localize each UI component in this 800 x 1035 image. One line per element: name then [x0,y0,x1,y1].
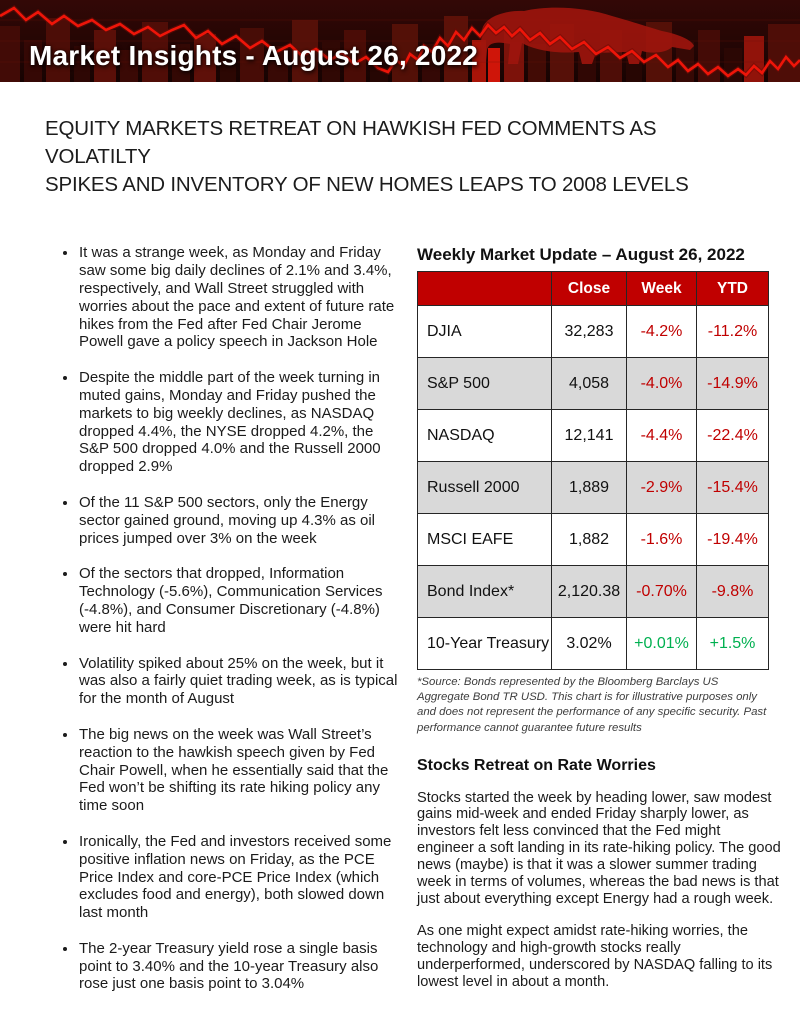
column-header: Week [627,272,697,306]
cell-ytd: +1.5% [697,618,769,670]
cell-week: -4.4% [627,410,697,462]
page-title: Market Insights - August 26, 2022 [29,40,479,71]
market-table [417,271,769,670]
headline-line: EQUITY MARKETS RETREAT ON HAWKISH FED COMMENTS AS VOLATILTY [45,117,657,168]
commentary-paragraph: Stocks started the week by heading lower, saw modest gains mid-week and ended Friday sharply lower, as investors felt less convinced that the Fed might engineer a soft landing in its rate-hiking policy. The good news (maybe) is that it was a slower summer trading week in terms of volumes, whereas the bad news is that just about everything except Energy had a rough week. [417,789,781,908]
cell-close: 1,882 [552,514,627,566]
cell-close: 3.02% [552,618,627,670]
bullet-item: • Ironically, the Fed and investors received some positive inflation news on Friday, as the PCE Price Index and core-PCE Price Index (which excludes food and energy), both slowed down last month [78,833,403,922]
cell-label: S&P 500 [418,358,552,410]
cell-ytd: -14.9% [697,358,769,410]
bullet-item: • Of the sectors that dropped, Information Technology (-5.6%), Communication Services (-4.8%), and Consumer Discretionary (-4.8%) were hit hard [78,565,403,636]
cell-label: Bond Index* [418,566,552,618]
column-header: YTD [697,272,769,306]
bullet-item: • Despite the middle part of the week turning in muted gains, Monday and Friday pushed the markets to big weekly declines, as NASDAQ dropped 4.4%, the NYSE dropped 4.2%, the S&P 500 dropped 4.0% and the Russell 2000 dropped 2.9% [78,369,403,476]
cell-week: +0.01% [627,618,697,670]
cell-label: MSCI EAFE [418,514,552,566]
bullet-column [45,244,403,1011]
cell-close: 12,141 [552,410,627,462]
bullet-item: • Volatility spiked about 25% on the week, but it was also a fairly quiet trading week, as is typical for the month of August [78,655,403,708]
cell-label: DJIA [418,306,552,358]
table-row [418,514,769,566]
market-table-title: Weekly Market Update – August 26, 2022 [417,245,745,265]
headline [45,115,756,198]
commentary-paragraphs [417,790,779,991]
table-row [418,358,769,410]
headline-line: SPIKES AND INVENTORY OF NEW HOMES LEAPS TO 2008 LEVELS [45,172,689,196]
cell-week: -0.70% [627,566,697,618]
cell-close: 1,889 [552,462,627,514]
market-table-header-row [418,272,769,306]
cell-ytd: -9.8% [697,566,769,618]
cell-label: 10-Year Treasury [418,618,552,670]
commentary-heading: Stocks Retreat on Rate Worries [417,756,656,774]
cell-ytd: -19.4% [697,514,769,566]
cell-ytd: -11.2% [697,306,769,358]
cell-week: -4.0% [627,358,697,410]
table-row [418,566,769,618]
market-table-body [418,306,769,670]
table-row [418,618,769,670]
cell-ytd: -22.4% [697,410,769,462]
cell-week: -1.6% [627,514,697,566]
commentary-paragraph: As one might expect amidst rate-hiking worries, the technology and high-growth stocks really underperformed, underscored by NASDAQ falling to its lowest level in about a month. [417,922,773,990]
cell-close: 2,120.38 [552,566,627,618]
table-row [418,306,769,358]
cell-close: 32,283 [552,306,627,358]
market-column [417,244,779,990]
bullet-list [45,244,403,993]
column-header [418,272,552,306]
cell-week: -4.2% [627,306,697,358]
bullet-item: • The big news on the week was Wall Street’s reaction to the hawkish speech given by Fed Chair Powell, when he essentially said that the Fed won’t be shifting its rate hiking policy any time soon [78,726,403,815]
banner [0,0,800,82]
cell-close: 4,058 [552,358,627,410]
table-row [418,410,769,462]
cell-week: -2.9% [627,462,697,514]
cell-label: NASDAQ [418,410,552,462]
column-header: Close [552,272,627,306]
table-row [418,462,769,514]
cell-label: Russell 2000 [418,462,552,514]
content-columns [45,244,800,1011]
cell-ytd: -15.4% [697,462,769,514]
table-footnote: *Source: Bonds represented by the Bloomberg Barclays US Aggregate Bond TR USD. This chart is for illustrative purposes only and does not represent the performance of any specific security. Past performance cannot guarantee future results [417,676,767,734]
commentary-section [417,757,779,991]
bullet-item: • The 2-year Treasury yield rose a single basis point to 3.40% and the 10-year Treasury also rose just one basis point to 3.04% [78,940,403,993]
bullet-item: • Of the 11 S&P 500 sectors, only the Energy sector gained ground, moving up 4.3% as oil prices jumped over 3% on the week [78,494,403,547]
bullet-item: • It was a strange week, as Monday and Friday saw some big daily declines of 2.1% and 3.4%, respectively, and Wall Street struggled with worries about the pace and extent of future rate hikes from the Fed after Fed Chair Jerome Powell gave a policy speech in Jackson Hole [78,244,403,351]
